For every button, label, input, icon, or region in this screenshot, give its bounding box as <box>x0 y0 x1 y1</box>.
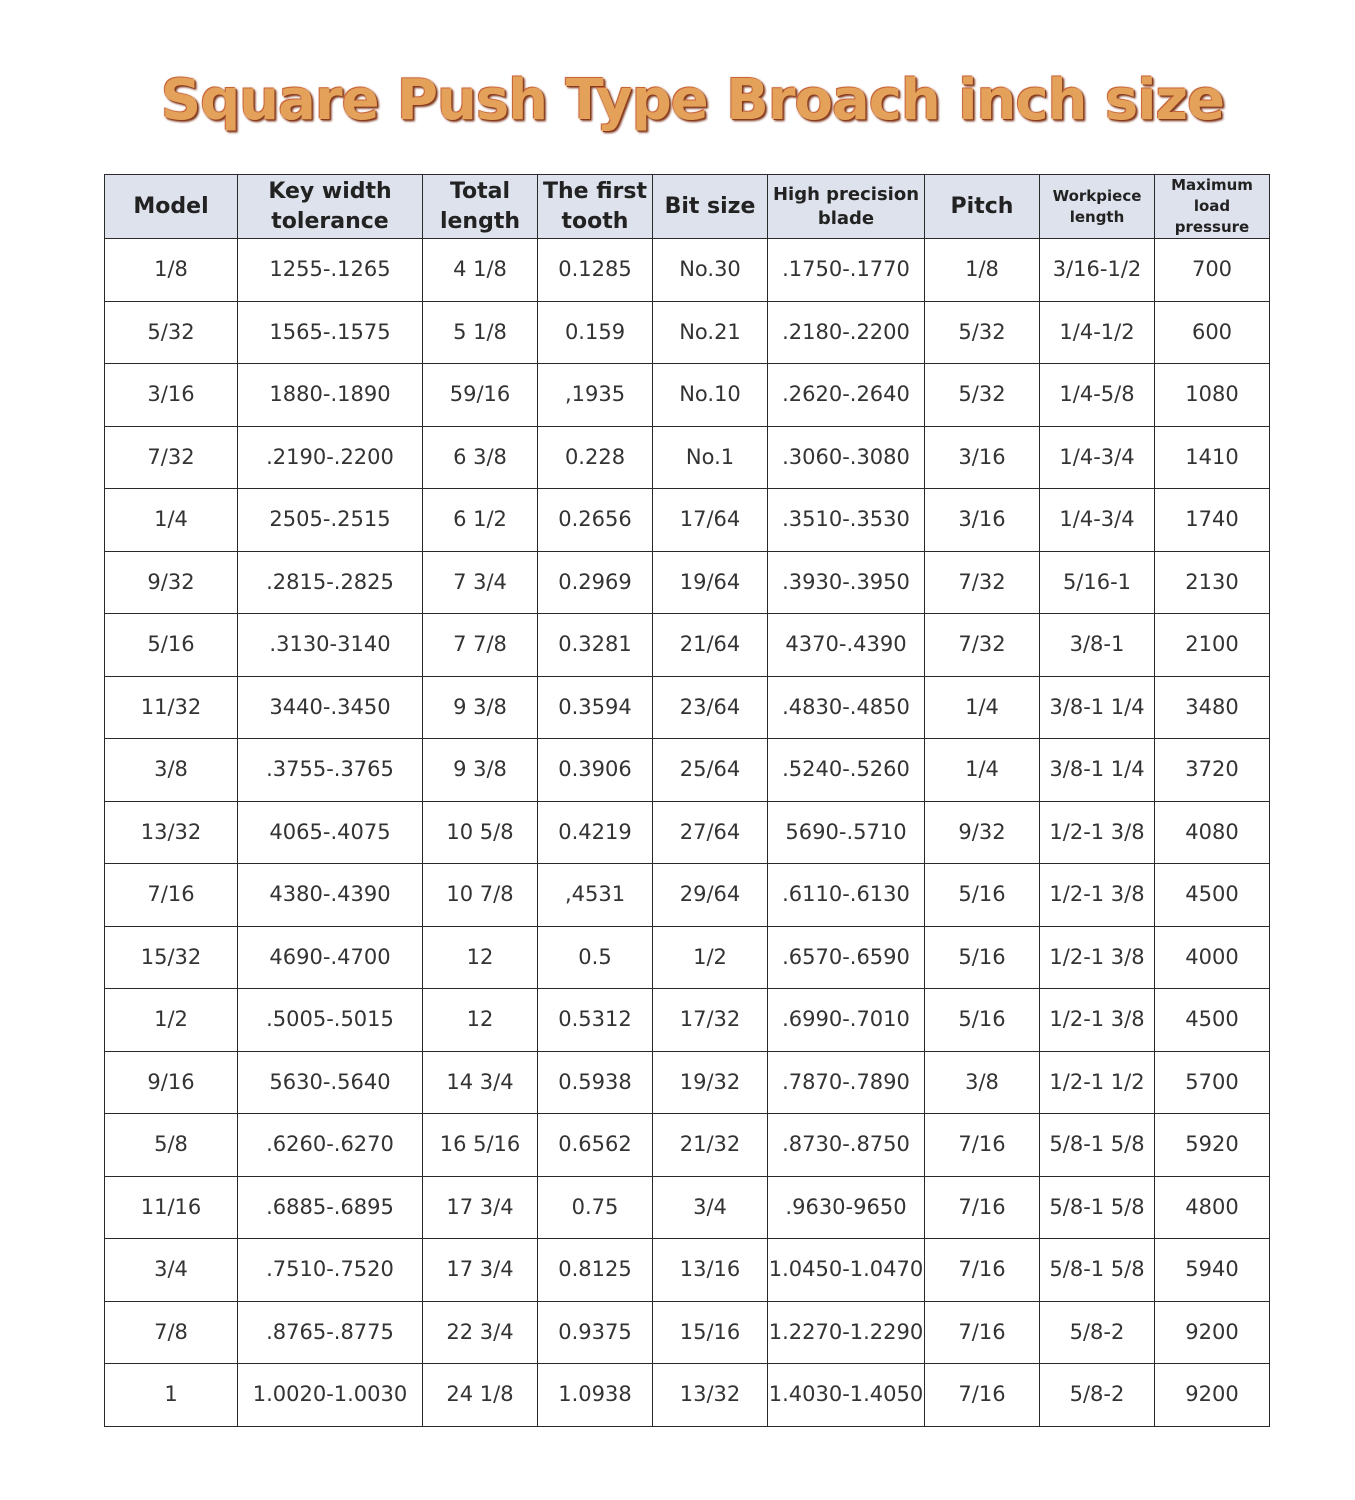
header-cell-precision-blade: High precision blade <box>768 175 925 239</box>
cell-first-tooth: 0.9375 <box>538 1301 653 1364</box>
cell-pitch: 5/16 <box>925 864 1040 927</box>
broach-spec-table <box>104 174 1270 1427</box>
cell-first-tooth: 0.2969 <box>538 551 653 614</box>
cell-first-tooth: 0.4219 <box>538 801 653 864</box>
cell-bit-size: 25/64 <box>653 739 768 802</box>
cell-max-load: 9200 <box>1155 1364 1270 1427</box>
table-row <box>105 1114 1270 1177</box>
cell-bit-size: No.21 <box>653 301 768 364</box>
table-row <box>105 739 1270 802</box>
cell-key-width: 4380-.4390 <box>238 864 423 927</box>
cell-precision-blade: 4370-.4390 <box>768 614 925 677</box>
cell-precision-blade: .9630-9650 <box>768 1176 925 1239</box>
cell-precision-blade: .7870-.7890 <box>768 1051 925 1114</box>
cell-max-load: 3480 <box>1155 676 1270 739</box>
cell-workpiece-length: 1/4-5/8 <box>1040 364 1155 427</box>
cell-bit-size: No.10 <box>653 364 768 427</box>
table-row <box>105 364 1270 427</box>
table-row <box>105 426 1270 489</box>
cell-bit-size: 15/16 <box>653 1301 768 1364</box>
page-title: Square Push Type Broach inch size <box>160 68 1225 133</box>
cell-model: 1/2 <box>105 989 238 1052</box>
cell-workpiece-length: 3/8-1 1/4 <box>1040 739 1155 802</box>
cell-workpiece-length: 1/2-1 1/2 <box>1040 1051 1155 1114</box>
cell-max-load: 1410 <box>1155 426 1270 489</box>
cell-model: 9/32 <box>105 551 238 614</box>
table-row <box>105 801 1270 864</box>
header-cell-max-load: Maximum load pressure <box>1155 175 1270 239</box>
cell-pitch: 7/16 <box>925 1364 1040 1427</box>
cell-model: 1 <box>105 1364 238 1427</box>
cell-first-tooth: 0.5 <box>538 926 653 989</box>
cell-model: 5/16 <box>105 614 238 677</box>
cell-pitch: 7/16 <box>925 1301 1040 1364</box>
cell-precision-blade: .6570-.6590 <box>768 926 925 989</box>
cell-total-length: 7 3/4 <box>423 551 538 614</box>
cell-model: 7/16 <box>105 864 238 927</box>
table-row <box>105 239 1270 302</box>
cell-total-length: 12 <box>423 989 538 1052</box>
cell-key-width: 4690-.4700 <box>238 926 423 989</box>
cell-workpiece-length: 1/4-3/4 <box>1040 489 1155 552</box>
cell-pitch: 5/16 <box>925 926 1040 989</box>
cell-first-tooth: 0.75 <box>538 1176 653 1239</box>
cell-pitch: 1/4 <box>925 739 1040 802</box>
cell-model: 3/16 <box>105 364 238 427</box>
cell-workpiece-length: 1/2-1 3/8 <box>1040 801 1155 864</box>
cell-pitch: 7/32 <box>925 551 1040 614</box>
cell-total-length: 9 3/8 <box>423 739 538 802</box>
cell-bit-size: 3/4 <box>653 1176 768 1239</box>
cell-model: 11/32 <box>105 676 238 739</box>
cell-total-length: 12 <box>423 926 538 989</box>
table-row <box>105 489 1270 552</box>
cell-precision-blade: .3930-.3950 <box>768 551 925 614</box>
cell-max-load: 3720 <box>1155 739 1270 802</box>
cell-pitch: 7/16 <box>925 1176 1040 1239</box>
cell-workpiece-length: 1/2-1 3/8 <box>1040 926 1155 989</box>
cell-bit-size: 21/32 <box>653 1114 768 1177</box>
cell-key-width: .3755-.3765 <box>238 739 423 802</box>
cell-precision-blade: .6990-.7010 <box>768 989 925 1052</box>
cell-first-tooth: 0.3906 <box>538 739 653 802</box>
cell-key-width: .6260-.6270 <box>238 1114 423 1177</box>
cell-pitch: 7/16 <box>925 1239 1040 1302</box>
header-cell-model: Model <box>105 175 238 239</box>
cell-model: 13/32 <box>105 801 238 864</box>
cell-workpiece-length: 1/2-1 3/8 <box>1040 989 1155 1052</box>
cell-model: 3/8 <box>105 739 238 802</box>
cell-total-length: 17 3/4 <box>423 1239 538 1302</box>
cell-first-tooth: 1.0938 <box>538 1364 653 1427</box>
cell-pitch: 7/32 <box>925 614 1040 677</box>
table-row <box>105 1239 1270 1302</box>
cell-workpiece-length: 5/8-1 5/8 <box>1040 1114 1155 1177</box>
cell-model: 11/16 <box>105 1176 238 1239</box>
cell-pitch: 1/4 <box>925 676 1040 739</box>
cell-total-length: 6 1/2 <box>423 489 538 552</box>
header-cell-workpiece-length: Workpiece length <box>1040 175 1155 239</box>
table-row <box>105 676 1270 739</box>
cell-first-tooth: 0.3281 <box>538 614 653 677</box>
cell-workpiece-length: 3/8-1 1/4 <box>1040 676 1155 739</box>
cell-total-length: 22 3/4 <box>423 1301 538 1364</box>
cell-key-width: .8765-.8775 <box>238 1301 423 1364</box>
cell-precision-blade: .2620-.2640 <box>768 364 925 427</box>
cell-precision-blade: 1.4030-1.4050 <box>768 1364 925 1427</box>
cell-total-length: 5 1/8 <box>423 301 538 364</box>
cell-first-tooth: 0.3594 <box>538 676 653 739</box>
table-row <box>105 864 1270 927</box>
cell-max-load: 5700 <box>1155 1051 1270 1114</box>
cell-max-load: 4500 <box>1155 864 1270 927</box>
cell-pitch: 5/16 <box>925 989 1040 1052</box>
cell-first-tooth: 0.6562 <box>538 1114 653 1177</box>
cell-precision-blade: 1.0450-1.0470 <box>768 1239 925 1302</box>
header-cell-first-tooth: The first tooth <box>538 175 653 239</box>
cell-key-width: .6885-.6895 <box>238 1176 423 1239</box>
cell-max-load: 5920 <box>1155 1114 1270 1177</box>
cell-max-load: 4500 <box>1155 989 1270 1052</box>
cell-precision-blade: .8730-.8750 <box>768 1114 925 1177</box>
cell-total-length: 10 5/8 <box>423 801 538 864</box>
cell-total-length: 6 3/8 <box>423 426 538 489</box>
cell-bit-size: 21/64 <box>653 614 768 677</box>
cell-max-load: 5940 <box>1155 1239 1270 1302</box>
cell-precision-blade: .5240-.5260 <box>768 739 925 802</box>
cell-pitch: 5/32 <box>925 364 1040 427</box>
cell-key-width: 2505-.2515 <box>238 489 423 552</box>
cell-model: 5/8 <box>105 1114 238 1177</box>
header-cell-total-length: Total length <box>423 175 538 239</box>
cell-max-load: 600 <box>1155 301 1270 364</box>
cell-workpiece-length: 1/2-1 3/8 <box>1040 864 1155 927</box>
cell-pitch: 1/8 <box>925 239 1040 302</box>
cell-precision-blade: .3060-.3080 <box>768 426 925 489</box>
cell-bit-size: 13/32 <box>653 1364 768 1427</box>
table-row <box>105 614 1270 677</box>
table-row <box>105 1364 1270 1427</box>
cell-total-length: 16 5/16 <box>423 1114 538 1177</box>
header-cell-bit-size: Bit size <box>653 175 768 239</box>
table-row <box>105 1176 1270 1239</box>
cell-bit-size: 23/64 <box>653 676 768 739</box>
cell-bit-size: 27/64 <box>653 801 768 864</box>
table-row <box>105 1301 1270 1364</box>
cell-key-width: 4065-.4075 <box>238 801 423 864</box>
cell-precision-blade: 1.2270-1.2290 <box>768 1301 925 1364</box>
cell-bit-size: 19/32 <box>653 1051 768 1114</box>
cell-precision-blade: .3510-.3530 <box>768 489 925 552</box>
cell-workpiece-length: 5/16-1 <box>1040 551 1155 614</box>
cell-precision-blade: .4830-.4850 <box>768 676 925 739</box>
cell-bit-size: No.1 <box>653 426 768 489</box>
cell-bit-size: No.30 <box>653 239 768 302</box>
cell-first-tooth: 0.1285 <box>538 239 653 302</box>
cell-first-tooth: 0.159 <box>538 301 653 364</box>
cell-bit-size: 19/64 <box>653 551 768 614</box>
cell-key-width: .7510-.7520 <box>238 1239 423 1302</box>
cell-max-load: 1080 <box>1155 364 1270 427</box>
cell-model: 1/8 <box>105 239 238 302</box>
cell-first-tooth: ,4531 <box>538 864 653 927</box>
cell-pitch: 9/32 <box>925 801 1040 864</box>
cell-workpiece-length: 5/8-1 5/8 <box>1040 1239 1155 1302</box>
cell-max-load: 700 <box>1155 239 1270 302</box>
cell-first-tooth: 0.2656 <box>538 489 653 552</box>
cell-key-width: 1880-.1890 <box>238 364 423 427</box>
cell-max-load: 1740 <box>1155 489 1270 552</box>
cell-workpiece-length: 3/16-1/2 <box>1040 239 1155 302</box>
cell-total-length: 9 3/8 <box>423 676 538 739</box>
cell-workpiece-length: 5/8-2 <box>1040 1364 1155 1427</box>
cell-key-width: 1.0020-1.0030 <box>238 1364 423 1427</box>
cell-precision-blade: 5690-.5710 <box>768 801 925 864</box>
cell-key-width: .5005-.5015 <box>238 989 423 1052</box>
cell-key-width: .2190-.2200 <box>238 426 423 489</box>
cell-precision-blade: .6110-.6130 <box>768 864 925 927</box>
cell-model: 7/8 <box>105 1301 238 1364</box>
table-row <box>105 301 1270 364</box>
header-row <box>105 175 1270 239</box>
cell-model: 7/32 <box>105 426 238 489</box>
cell-total-length: 59/16 <box>423 364 538 427</box>
cell-bit-size: 17/64 <box>653 489 768 552</box>
cell-pitch: 5/32 <box>925 301 1040 364</box>
cell-key-width: .3130-3140 <box>238 614 423 677</box>
cell-total-length: 14 3/4 <box>423 1051 538 1114</box>
cell-workpiece-length: 3/8-1 <box>1040 614 1155 677</box>
cell-key-width: 1255-.1265 <box>238 239 423 302</box>
cell-key-width: 1565-.1575 <box>238 301 423 364</box>
cell-workpiece-length: 1/4-3/4 <box>1040 426 1155 489</box>
cell-first-tooth: 0.8125 <box>538 1239 653 1302</box>
cell-model: 1/4 <box>105 489 238 552</box>
cell-workpiece-length: 5/8-2 <box>1040 1301 1155 1364</box>
cell-pitch: 7/16 <box>925 1114 1040 1177</box>
cell-key-width: 3440-.3450 <box>238 676 423 739</box>
table-row <box>105 1051 1270 1114</box>
cell-total-length: 7 7/8 <box>423 614 538 677</box>
cell-workpiece-length: 5/8-1 5/8 <box>1040 1176 1155 1239</box>
cell-total-length: 24 1/8 <box>423 1364 538 1427</box>
table-row <box>105 926 1270 989</box>
cell-bit-size: 1/2 <box>653 926 768 989</box>
cell-max-load: 9200 <box>1155 1301 1270 1364</box>
cell-model: 9/16 <box>105 1051 238 1114</box>
cell-model: 5/32 <box>105 301 238 364</box>
cell-key-width: .2815-.2825 <box>238 551 423 614</box>
header-cell-pitch: Pitch <box>925 175 1040 239</box>
cell-max-load: 2130 <box>1155 551 1270 614</box>
cell-first-tooth: 0.228 <box>538 426 653 489</box>
cell-total-length: 17 3/4 <box>423 1176 538 1239</box>
cell-model: 3/4 <box>105 1239 238 1302</box>
cell-precision-blade: .1750-.1770 <box>768 239 925 302</box>
cell-workpiece-length: 1/4-1/2 <box>1040 301 1155 364</box>
header-cell-key-width: Key width tolerance <box>238 175 423 239</box>
cell-max-load: 4800 <box>1155 1176 1270 1239</box>
cell-total-length: 10 7/8 <box>423 864 538 927</box>
cell-bit-size: 29/64 <box>653 864 768 927</box>
cell-max-load: 2100 <box>1155 614 1270 677</box>
cell-pitch: 3/8 <box>925 1051 1040 1114</box>
table-row <box>105 551 1270 614</box>
cell-total-length: 4 1/8 <box>423 239 538 302</box>
cell-bit-size: 13/16 <box>653 1239 768 1302</box>
table-row <box>105 989 1270 1052</box>
cell-first-tooth: ,1935 <box>538 364 653 427</box>
table-body <box>105 239 1270 1427</box>
cell-precision-blade: .2180-.2200 <box>768 301 925 364</box>
cell-first-tooth: 0.5312 <box>538 989 653 1052</box>
cell-pitch: 3/16 <box>925 426 1040 489</box>
cell-key-width: 5630-.5640 <box>238 1051 423 1114</box>
cell-model: 15/32 <box>105 926 238 989</box>
cell-pitch: 3/16 <box>925 489 1040 552</box>
cell-bit-size: 17/32 <box>653 989 768 1052</box>
cell-max-load: 4080 <box>1155 801 1270 864</box>
cell-max-load: 4000 <box>1155 926 1270 989</box>
cell-first-tooth: 0.5938 <box>538 1051 653 1114</box>
